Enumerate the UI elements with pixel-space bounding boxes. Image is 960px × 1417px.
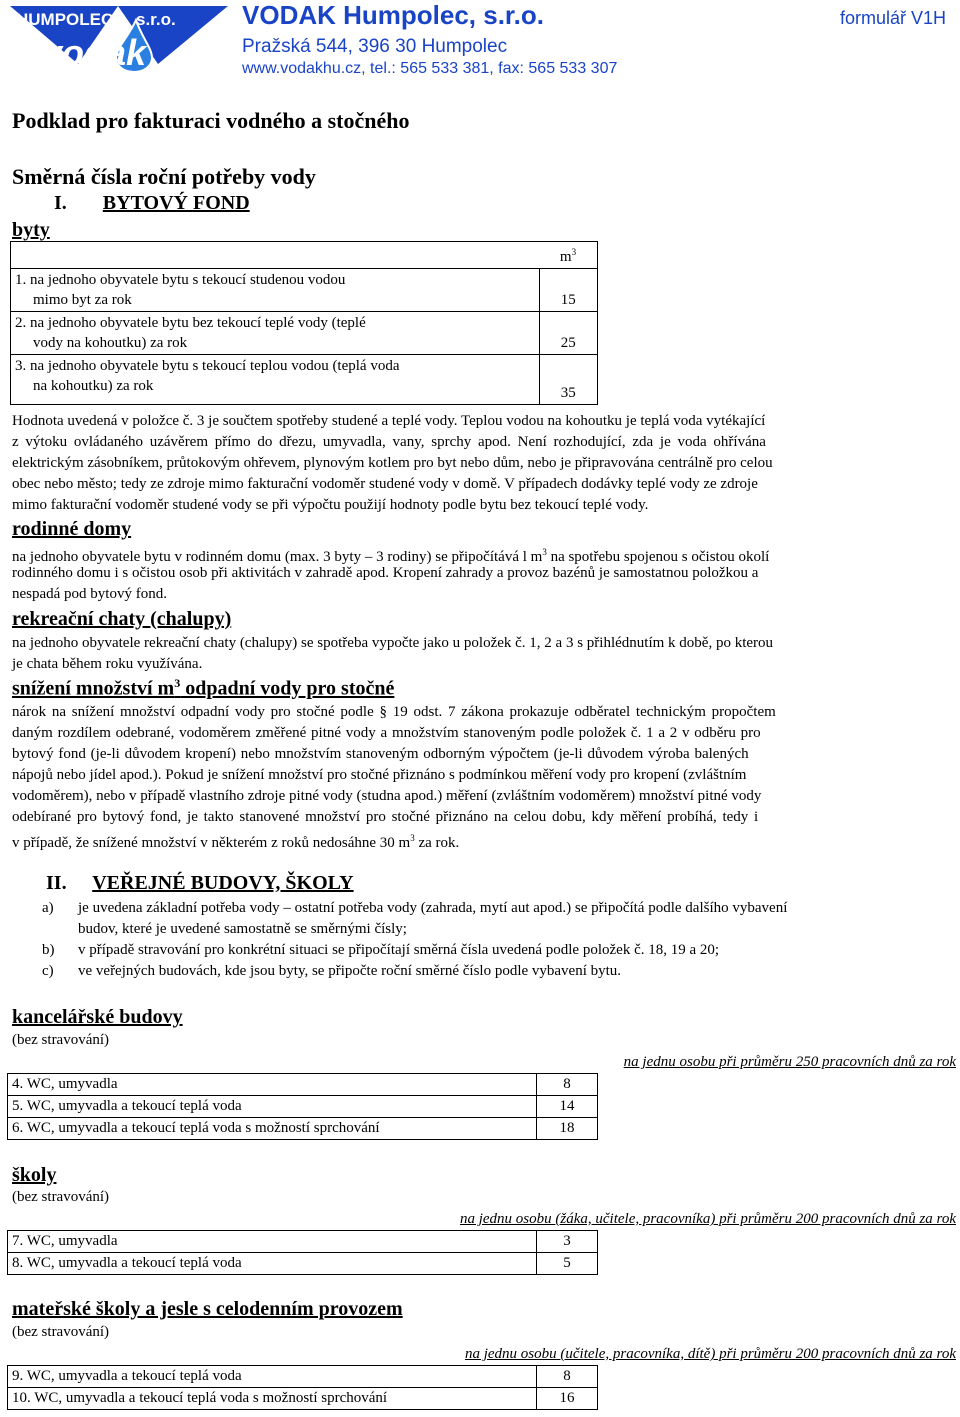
table-row: 4. WC, umyvadla 8 (8, 1074, 598, 1096)
snizeni-line: odebírané pro bytový fond, je takto stanovené množství pro stočné přiznáno na celou dobu, kdy měření probíhá, tedy i (12, 809, 759, 825)
table-row: 3. na jednoho obyvatele bytu s tekoucí teplou vodou (teplá voda na kohoutku) za rok 35 (11, 355, 598, 405)
materske-table (7, 1365, 598, 1410)
snizeni-line: daným rozdílem odebrané, vodoměrem změřené pitné vody a množstvím stanoveným podle položek č. 1 a 2 v odběru pro (12, 725, 761, 741)
table-header-row (11, 242, 598, 269)
byty-table (10, 241, 598, 405)
table-row: 2. na jednoho obyvatele bytu bez tekoucí teplé vody (teplé vody na kohoutku) za rok 25 (11, 312, 598, 355)
form-code: formulář V1H (839, 8, 946, 28)
rekreacni-line: je chata během roku využívána. (12, 656, 203, 672)
materske-heading: mateřské školy a jesle s celodenním provozem (12, 1298, 403, 1320)
table-row: 1. na jednoho obyvatele bytu s tekoucí studenou vodou mimo byt za rok 15 (11, 269, 598, 312)
table-row: 8. WC, umyvadla a tekoucí teplá voda 5 (8, 1253, 598, 1275)
table-row: 5. WC, umyvadla a tekoucí teplá voda 14 (8, 1096, 598, 1118)
kancelar-per: na jednu osobu při průměru 250 pracovních dnů za rok (623, 1054, 956, 1070)
section1-title: BYTOVÝ FOND (102, 192, 250, 214)
logo-main-text: vodak (42, 32, 147, 73)
rodinne-line: nespadá pod bytový fond. (12, 586, 167, 602)
snizeni-heading: snížení množství $m^3$ odpadní vody pro stočné (12, 676, 395, 700)
snizeni-line: nárok na snížení množství odpadní vody pro stočné podle § 19 odst. 7 zákona prokazuje odběratel technickým propočtem (12, 704, 776, 720)
unit-cell: $m^3$ (539, 242, 598, 269)
note-line: Hodnota uvedená v položce č. 3 je součtem spotřeby studené a teplé vody. Teplou vodou na kohoutku je teplá voda vytékající (12, 413, 766, 429)
table-row: 6. WC, umyvadla a tekoucí teplá voda s možností sprchování 18 (8, 1118, 598, 1140)
rodinne-heading: rodinné domy (12, 518, 132, 540)
kancelar-table (7, 1073, 598, 1140)
materske-sub: (bez stravování) (12, 1324, 110, 1340)
table-row: 9. WC, umyvadla a tekoucí teplá voda 8 (8, 1366, 598, 1388)
skoly-heading: školy (12, 1164, 57, 1186)
snizeni-line: nápojů nebo jídel apod.). Pokud je snížení množství pro stočné přiznáno s podmínkou měření vody pro kropení (zvláštním (12, 767, 747, 783)
page-subtitle: Směrná čísla roční potřeby vody (12, 164, 316, 189)
section1-num: I. (54, 192, 67, 214)
section1-heading (54, 192, 250, 215)
company-name: VODAK Humpolec, s.r.o. (242, 0, 544, 30)
snizeni-line: vodoměrem), nebo v případě vlastního zdroje pitné vody (studna apod.) měření (zvláštním vodoměrem) množství pitné vody (12, 788, 762, 804)
rekreacni-line: na jednoho obyvatele rekreační chaty (chalupy) se spotřeba vypočte jako u položek č. 1, 2 a 3 s přihlédnutím k době, po kterou (12, 635, 774, 651)
byty-label: byty (12, 219, 50, 241)
skoly-table (7, 1230, 598, 1275)
section2-item-c-line1: ve veřejných budovách, kde jsou byty, se připočte roční směrné číslo podle vybavení bytu. (78, 963, 622, 979)
logo-sro: s.r.o. (136, 10, 176, 29)
materske-per: na jednu osobu (učitele, pracovníka, dítě) při průměru 200 pracovních dnů za rok (464, 1346, 956, 1362)
note-line: elektrickým zásobníkem, průtokovým ohřevem, plynovým kotlem pro byt nebo dům, nebo je připravována centrálně pro celou (12, 455, 773, 471)
skoly-sub: (bez stravování) (12, 1189, 110, 1205)
note-line: z výtoku ovládaného uzávěrem přímo do dřezu, umyvadla, vany, sprchy apod. Není rozhodující, zda je voda ohřívána (12, 434, 766, 450)
table-row: 7. WC, umyvadla 3 (8, 1231, 598, 1253)
company-contact: www.vodakhu.cz, tel.: 565 533 381, fax: 565 533 307 (242, 60, 618, 77)
logo-top-text: HUMPOLEC (16, 10, 114, 29)
section2-item-a-mark: a) (42, 900, 54, 916)
rodinne-line: rodinného domu i s očistou osob při aktivitách v zahradě apod. Kropení zahrady a provoz bazénů je samostatnou položkou a (12, 565, 759, 581)
table-row: 10. WC, umyvadla a tekoucí teplá voda s možností sprchování 16 (8, 1388, 598, 1410)
kancelar-heading: kancelářské budovy (12, 1006, 183, 1028)
skoly-per: na jednu osobu (žáka, učitele, pracovníka) při průměru 200 pracovních dnů za rok (459, 1211, 956, 1227)
section2-item-a-line2: budov, které je uvedené samostatně se směrnými čísly; (78, 921, 407, 937)
section2-item-b-mark: b) (42, 942, 55, 958)
note-line: obec nebo město; tedy ze zdroje mimo fakturační vodoměr studené vody v domě. V případech dodávky teplé vody ze zdroje (12, 476, 758, 492)
section2-title: VEŘEJNÉ BUDOVY, ŠKOLY (92, 872, 354, 894)
rodinne-line: na jednoho obyvatele bytu v rodinném domu (max. 3 byty – 3 rodiny) se připočítává l $m^3$ na spotřebu spojenou s očistou okolí (12, 547, 770, 565)
company-address: Pražská 544, 396 30 Humpolec (242, 36, 508, 57)
section2-heading (46, 872, 354, 895)
section2-item-c-mark: c) (42, 963, 54, 979)
snizeni-line: v případě, že snížené množství v některém z roků nedosáhne 30 $m^3$ za rok. (12, 833, 460, 851)
page-title: Podklad pro fakturaci vodného a stočného (12, 108, 410, 133)
section2-item-b-line1: v případě stravování pro konkrétní situaci se připočítají směrná čísla uvedená podle položek č. 18, 19 a 20; (78, 942, 720, 958)
company-logo (8, 4, 230, 74)
snizeni-line: bytový fond (je-li důvodem kropení) nebo množstvím stanoveným odborným výpočtem (je-li důvodem výroba balených (12, 746, 749, 762)
note-line: mimo fakturační vodoměr studené vody se při výpočtu použijí hodnoty podle bytu bez tekoucí teplé vody. (12, 497, 649, 513)
kancelar-sub: (bez stravování) (12, 1032, 110, 1048)
rekreacni-heading: rekreační chaty (chalupy) (12, 608, 232, 630)
section2-item-a-line1: je uvedena základní potřeba vody – ostatní potřeba vody (zahrada, mytí aut apod.) se připočítá podle dalšího vybavení (78, 900, 788, 916)
section2-num: II. (46, 872, 67, 894)
